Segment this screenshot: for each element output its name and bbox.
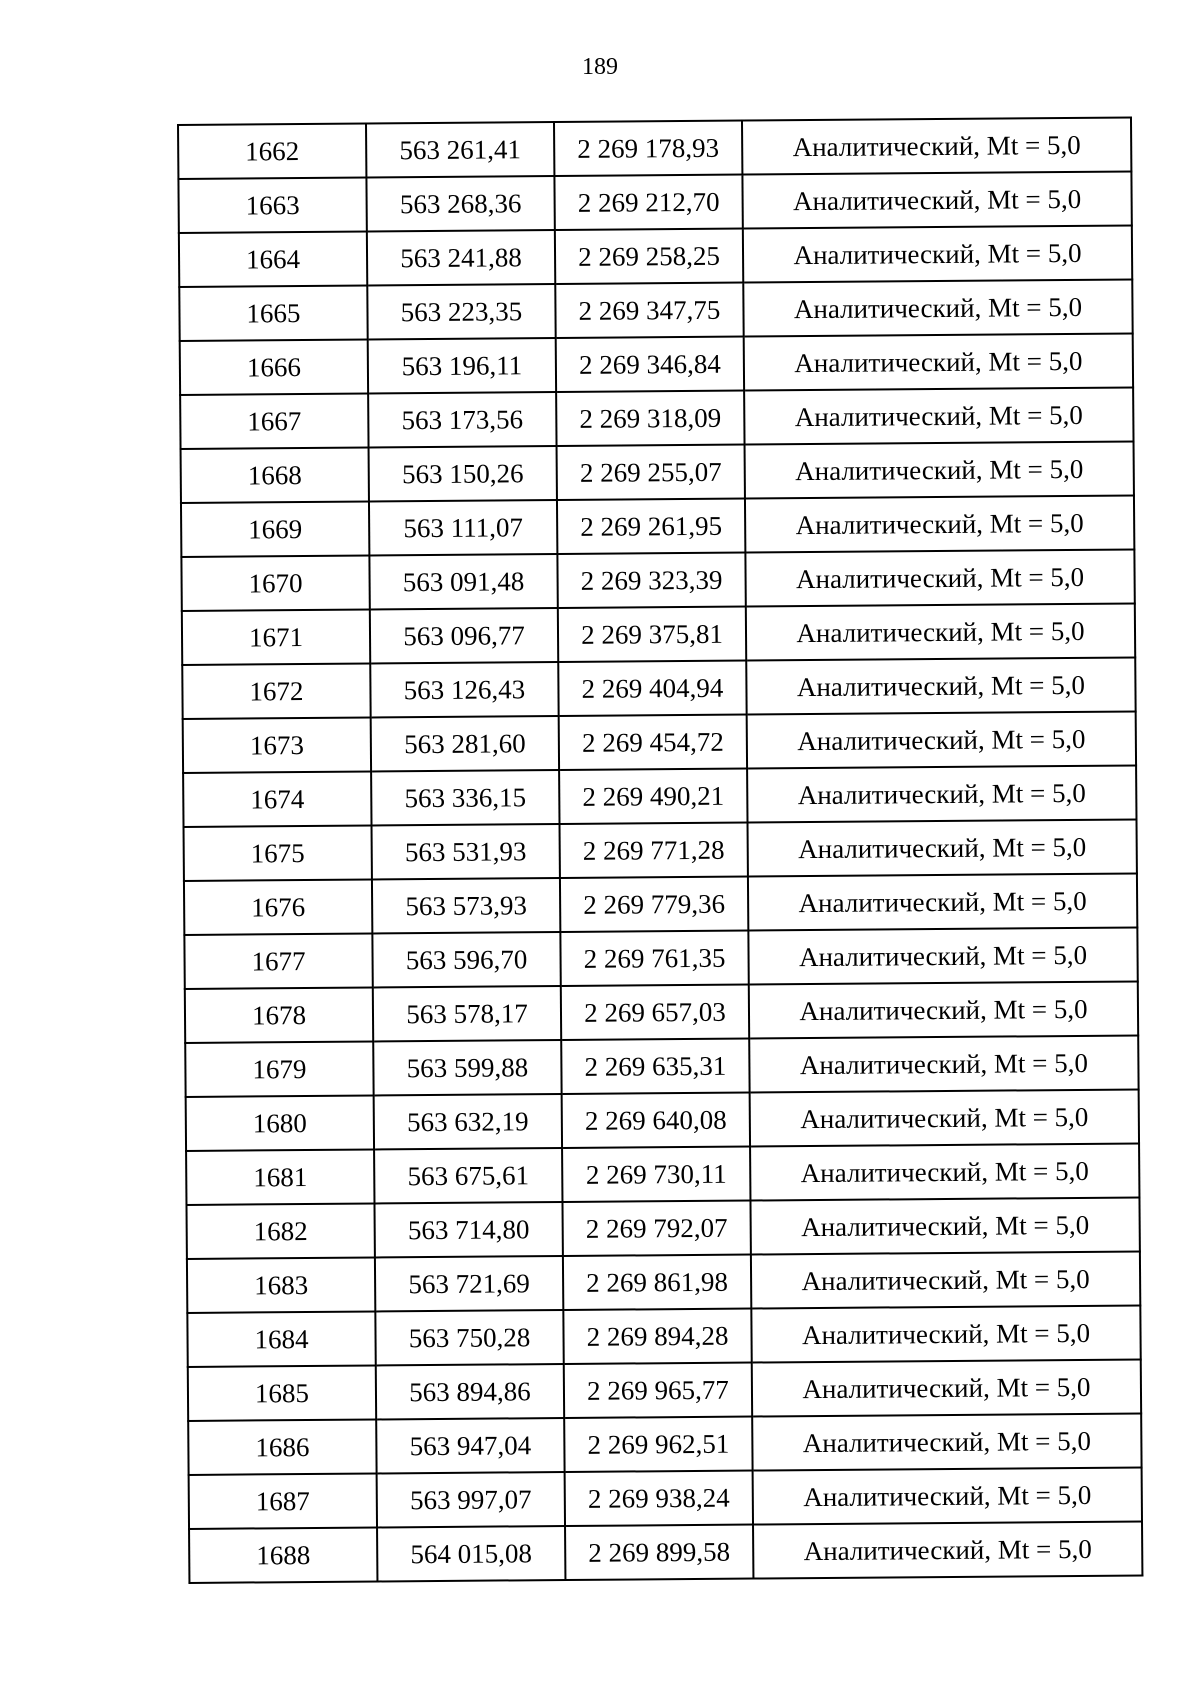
- x-coordinate-cell: 563 573,93: [372, 878, 560, 933]
- point-number-cell: 1668: [181, 448, 369, 503]
- y-coordinate-cell: 2 269 730,11: [562, 1147, 750, 1202]
- coordinates-table-body: [178, 118, 1142, 1583]
- table-row: [183, 765, 1136, 826]
- method-cell: Аналитический, Mt = 5,0: [753, 1467, 1142, 1524]
- method-cell: Аналитический, Mt = 5,0: [747, 711, 1136, 768]
- table-row: [182, 657, 1135, 718]
- table-row: [181, 441, 1134, 502]
- x-coordinate-cell: 563 531,93: [372, 824, 560, 879]
- y-coordinate-cell: 2 269 212,70: [554, 175, 742, 230]
- y-coordinate-cell: 2 269 792,07: [562, 1201, 750, 1256]
- x-coordinate-cell: 563 997,07: [377, 1472, 565, 1527]
- x-coordinate-cell: 563 126,43: [370, 662, 558, 717]
- table-row: [187, 1305, 1140, 1366]
- y-coordinate-cell: 2 269 894,28: [563, 1309, 751, 1364]
- point-number-cell: 1688: [189, 1527, 377, 1582]
- method-cell: Аналитический, Mt = 5,0: [745, 549, 1134, 606]
- y-coordinate-cell: 2 269 899,58: [565, 1525, 753, 1580]
- table-row: [189, 1467, 1142, 1528]
- x-coordinate-cell: 563 268,36: [366, 176, 554, 231]
- x-coordinate-cell: 563 241,88: [367, 230, 555, 285]
- y-coordinate-cell: 2 269 779,36: [560, 877, 748, 932]
- method-cell: Аналитический, Mt = 5,0: [751, 1251, 1140, 1308]
- point-number-cell: 1685: [188, 1365, 376, 1420]
- y-coordinate-cell: 2 269 178,93: [554, 121, 742, 176]
- point-number-cell: 1663: [178, 178, 366, 233]
- method-cell: Аналитический, Mt = 5,0: [747, 765, 1136, 822]
- y-coordinate-cell: 2 269 965,77: [564, 1363, 752, 1418]
- point-number-cell: 1665: [179, 286, 367, 341]
- point-number-cell: 1672: [182, 663, 370, 718]
- x-coordinate-cell: 563 096,77: [370, 608, 558, 663]
- point-number-cell: 1675: [184, 825, 372, 880]
- method-cell: Аналитический, Mt = 5,0: [744, 387, 1133, 444]
- table-row: [178, 172, 1131, 233]
- table-row: [179, 280, 1132, 341]
- y-coordinate-cell: 2 269 323,39: [557, 553, 745, 608]
- method-cell: Аналитический, Mt = 5,0: [749, 1035, 1138, 1092]
- y-coordinate-cell: 2 269 346,84: [556, 337, 744, 392]
- method-cell: Аналитический, Mt = 5,0: [749, 981, 1138, 1038]
- method-cell: Аналитический, Mt = 5,0: [745, 441, 1134, 498]
- method-cell: Аналитический, Mt = 5,0: [748, 819, 1137, 876]
- point-number-cell: 1684: [187, 1311, 375, 1366]
- table-row: [181, 549, 1134, 610]
- x-coordinate-cell: 563 632,19: [374, 1094, 562, 1149]
- method-cell: Аналитический, Mt = 5,0: [746, 603, 1135, 660]
- table-row: [186, 1197, 1139, 1258]
- y-coordinate-cell: 2 269 490,21: [559, 769, 747, 824]
- x-coordinate-cell: 563 714,80: [374, 1202, 562, 1257]
- point-number-cell: 1687: [189, 1473, 377, 1528]
- x-coordinate-cell: 563 261,41: [366, 122, 554, 177]
- method-cell: Аналитический, Mt = 5,0: [753, 1521, 1142, 1578]
- point-number-cell: 1677: [184, 933, 372, 988]
- point-number-cell: 1680: [186, 1095, 374, 1150]
- point-number-cell: 1676: [184, 879, 372, 934]
- table-row: [189, 1521, 1142, 1582]
- method-cell: Аналитический, Mt = 5,0: [743, 280, 1132, 337]
- y-coordinate-cell: 2 269 347,75: [555, 283, 743, 338]
- point-number-cell: 1674: [183, 771, 371, 826]
- y-coordinate-cell: 2 269 657,03: [561, 985, 749, 1040]
- table-row: [184, 819, 1137, 880]
- coordinates-table: [177, 116, 1143, 1583]
- x-coordinate-cell: 564 015,08: [377, 1526, 565, 1581]
- point-number-cell: 1669: [181, 502, 369, 557]
- x-coordinate-cell: 563 596,70: [372, 932, 560, 987]
- x-coordinate-cell: 563 721,69: [375, 1256, 563, 1311]
- point-number-cell: 1662: [178, 124, 366, 179]
- point-number-cell: 1673: [183, 717, 371, 772]
- method-cell: Аналитический, Mt = 5,0: [751, 1305, 1140, 1362]
- table-row: [180, 334, 1133, 395]
- x-coordinate-cell: 563 675,61: [374, 1148, 562, 1203]
- y-coordinate-cell: 2 269 640,08: [562, 1093, 750, 1148]
- method-cell: Аналитический, Mt = 5,0: [746, 657, 1135, 714]
- x-coordinate-cell: 563 150,26: [369, 446, 557, 501]
- table-row: [185, 981, 1138, 1042]
- x-coordinate-cell: 563 336,15: [371, 770, 559, 825]
- x-coordinate-cell: 563 894,86: [376, 1364, 564, 1419]
- method-cell: Аналитический, Mt = 5,0: [750, 1197, 1139, 1254]
- table-row: [179, 226, 1132, 287]
- x-coordinate-cell: 563 599,88: [373, 1040, 561, 1095]
- table-row: [184, 927, 1137, 988]
- method-cell: Аналитический, Mt = 5,0: [752, 1413, 1141, 1470]
- method-cell: Аналитический, Mt = 5,0: [742, 172, 1131, 229]
- point-number-cell: 1667: [180, 394, 368, 449]
- y-coordinate-cell: 2 269 635,31: [561, 1039, 749, 1094]
- y-coordinate-cell: 2 269 318,09: [556, 391, 744, 446]
- x-coordinate-cell: 563 750,28: [375, 1310, 563, 1365]
- point-number-cell: 1686: [188, 1419, 376, 1474]
- x-coordinate-cell: 563 111,07: [369, 500, 557, 555]
- y-coordinate-cell: 2 269 771,28: [560, 823, 748, 878]
- method-cell: Аналитический, Mt = 5,0: [752, 1359, 1141, 1416]
- table-row: [183, 711, 1136, 772]
- point-number-cell: 1683: [187, 1257, 375, 1312]
- y-coordinate-cell: 2 269 375,81: [558, 607, 746, 662]
- method-cell: Аналитический, Mt = 5,0: [750, 1143, 1139, 1200]
- method-cell: Аналитический, Mt = 5,0: [742, 118, 1131, 175]
- table-row: [188, 1413, 1141, 1474]
- method-cell: Аналитический, Mt = 5,0: [745, 495, 1134, 552]
- method-cell: Аналитический, Mt = 5,0: [748, 927, 1137, 984]
- x-coordinate-cell: 563 947,04: [376, 1418, 564, 1473]
- x-coordinate-cell: 563 173,56: [368, 392, 556, 447]
- x-coordinate-cell: 563 578,17: [373, 986, 561, 1041]
- y-coordinate-cell: 2 269 962,51: [564, 1417, 752, 1472]
- point-number-cell: 1666: [180, 340, 368, 395]
- table-row: [185, 1035, 1138, 1096]
- method-cell: Аналитический, Mt = 5,0: [743, 226, 1132, 283]
- y-coordinate-cell: 2 269 255,07: [557, 445, 745, 500]
- x-coordinate-cell: 563 223,35: [367, 284, 555, 339]
- method-cell: Аналитический, Mt = 5,0: [750, 1089, 1139, 1146]
- y-coordinate-cell: 2 269 454,72: [559, 715, 747, 770]
- page-number: 189: [582, 54, 618, 80]
- table-row: [182, 603, 1135, 664]
- table-row: [188, 1359, 1141, 1420]
- y-coordinate-cell: 2 269 261,95: [557, 499, 745, 554]
- table-row: [187, 1251, 1140, 1312]
- method-cell: Аналитический, Mt = 5,0: [748, 873, 1137, 930]
- point-number-cell: 1679: [185, 1041, 373, 1096]
- point-number-cell: 1671: [182, 610, 370, 665]
- point-number-cell: 1682: [186, 1203, 374, 1258]
- point-number-cell: 1681: [186, 1149, 374, 1204]
- table-row: [181, 495, 1134, 556]
- y-coordinate-cell: 2 269 761,35: [560, 931, 748, 986]
- x-coordinate-cell: 563 196,11: [368, 338, 556, 393]
- point-number-cell: 1670: [181, 556, 369, 611]
- table-row: [178, 118, 1131, 179]
- x-coordinate-cell: 563 091,48: [369, 554, 557, 609]
- y-coordinate-cell: 2 269 861,98: [563, 1255, 751, 1310]
- table-row: [180, 387, 1133, 448]
- method-cell: Аналитический, Mt = 5,0: [744, 334, 1133, 391]
- y-coordinate-cell: 2 269 938,24: [565, 1471, 753, 1526]
- table-row: [186, 1089, 1139, 1150]
- table-row: [186, 1143, 1139, 1204]
- x-coordinate-cell: 563 281,60: [371, 716, 559, 771]
- table-row: [184, 873, 1137, 934]
- y-coordinate-cell: 2 269 258,25: [555, 229, 743, 284]
- y-coordinate-cell: 2 269 404,94: [558, 661, 746, 716]
- point-number-cell: 1664: [179, 232, 367, 287]
- point-number-cell: 1678: [185, 987, 373, 1042]
